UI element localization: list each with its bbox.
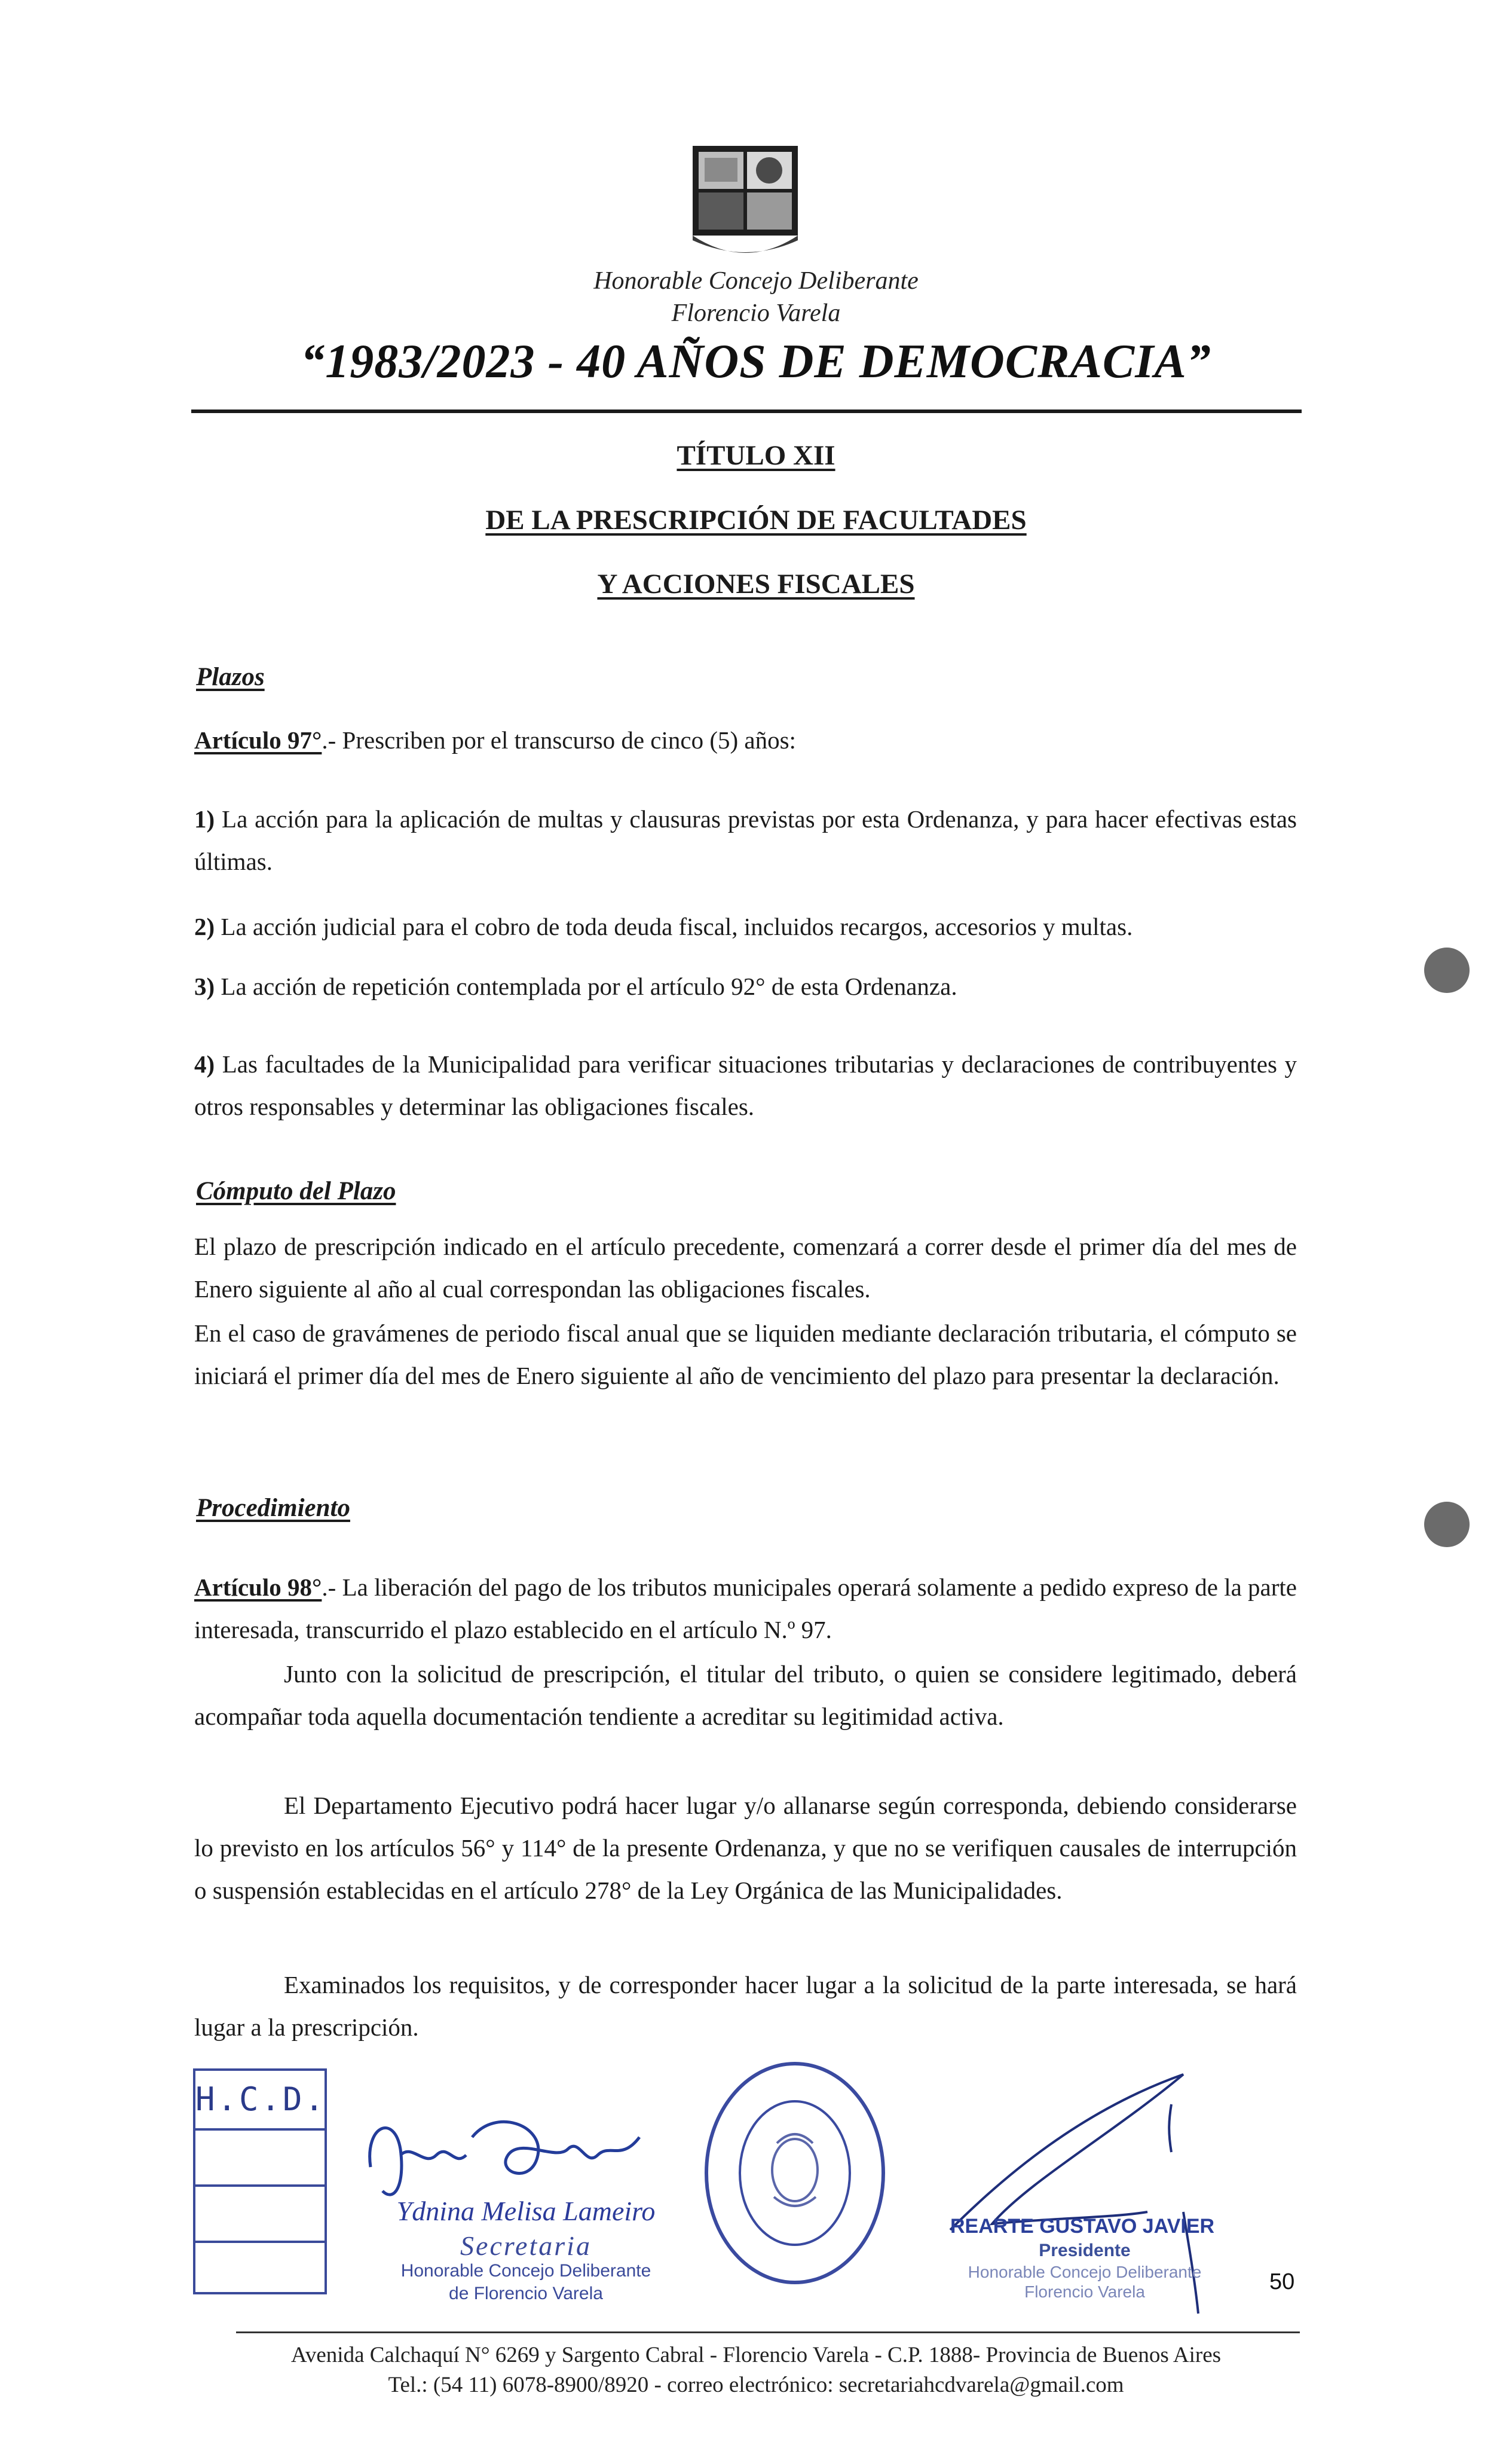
item-number: 1): [194, 805, 215, 833]
stamp-cell: [195, 2187, 325, 2243]
computo-paragraph-2: En el caso de gravámenes de periodo fiscal anual que se liquiden mediante declaración tributaria, el cómputo se iniciará el primer día del mes de Enero siguiente al año de vencimiento del plazo para presentar la declaración.: [194, 1319, 1297, 1389]
article-97-text: .- Prescriben por el transcurso de cinco (5) años:: [322, 726, 796, 754]
item-text: La acción de repetición contemplada por el artículo 92° de esta Ordenanza.: [215, 973, 957, 1000]
article-98-paragraph-2: Junto con la solicitud de prescripción, el titular del tributo, o quien se considere legitimado, deberá acompañar toda aquella documentación tendiente a acreditar su legitimidad activa.: [194, 1660, 1297, 1730]
secretary-institution-line-2: de Florencio Varela: [449, 2284, 603, 2303]
page-number: 50: [1269, 2269, 1295, 2294]
president-institution-line-2: Florencio Varela: [1024, 2282, 1145, 2301]
section-heading-procedimiento: Procedimiento: [196, 1494, 350, 1522]
header-rule: [191, 410, 1302, 413]
secretary-role: Secretaria: [460, 2230, 592, 2261]
footer-address: Avenida Calchaquí N° 6269 y Sargento Cabral - Florencio Varela - C.P. 1888- Provincia de Buenos Aires: [290, 2343, 1222, 2367]
hcd-stamp-box: [193, 2068, 327, 2294]
article-97-item-3: [194, 965, 1297, 1008]
punch-hole: [1424, 948, 1470, 993]
title-line-2: Y ACCIONES FISCALES: [597, 569, 915, 600]
president-name: REARTE GUSTAVO JAVIER: [950, 2215, 1215, 2238]
item-number: 4): [194, 1050, 215, 1078]
president-institution-line-1: Honorable Concejo Deliberante: [968, 2263, 1202, 2281]
institution-name: Honorable Concejo Deliberante: [593, 267, 919, 295]
article-98-text: .- La liberación del pago de los tributos municipales operará solamente a pedido expreso de la parte interesada, transcurrido el plazo establecido en el artículo N.º 97.: [194, 1573, 1297, 1643]
title-number: TÍTULO XII: [677, 440, 835, 471]
stamp-cell: [195, 2131, 325, 2187]
computo-paragraph-1: El plazo de prescripción indicado en el artículo precedente, comenzará a correr desde el primer día del mes de Enero siguiente al año al cual correspondan las obligaciones fiscales.: [194, 1233, 1297, 1303]
article-98-paragraph-3: El Departamento Ejecutivo podrá hacer lugar y/o allanarse según corresponda, debiendo considerarse lo previsto en los artículos 56° y 114° de la presente Ordenanza, y que no se verifiquen causales de interrupción o suspensión establecidas en el artículo 278° de la Ley Orgánica de las Municipalidades.: [194, 1792, 1297, 1904]
article-97-item-2: [194, 906, 1297, 948]
stamp-cell: [195, 2243, 325, 2297]
article-97-label: Artículo 97°: [194, 726, 322, 754]
punch-hole: [1424, 1502, 1470, 1547]
article-98-label: Artículo 98°: [194, 1573, 322, 1601]
item-text: Las facultades de la Municipalidad para verificar situaciones tributarias y declaraciones de contribuyentes y otros responsables y determinar las obligaciones fiscales.: [194, 1050, 1297, 1120]
item-text: La acción judicial para el cobro de toda deuda fiscal, incluidos recargos, accesorios y multas.: [215, 913, 1133, 940]
secretary-name: Ydnina Melisa Lameiro: [396, 2196, 656, 2226]
footer-contact: Tel.: (54 11) 6078-8900/8920 - correo electrónico: secretariahcdvarela@gmail.com: [388, 2373, 1124, 2397]
council-round-seal: [702, 2059, 887, 2287]
section-heading-computo: Cómputo del Plazo: [196, 1177, 396, 1205]
article-97-intro: [194, 719, 1297, 762]
footer-rule: [236, 2331, 1300, 2333]
city-name: Florencio Varela: [671, 300, 841, 327]
democracy-motto: “1983/2023 - 40 AÑOS DE DEMOCRACIA”: [301, 335, 1211, 388]
president-handwritten-signature: [932, 2068, 1219, 2320]
president-role: Presidente: [1039, 2241, 1131, 2260]
title-line-1: DE LA PRESCRIPCIÓN DE FACULTADES: [485, 505, 1027, 536]
article-97-item-4: [194, 1043, 1297, 1128]
secretary-institution-line-1: Honorable Concejo Deliberante: [400, 2261, 651, 2281]
item-number: 3): [194, 973, 215, 1000]
hcd-stamp-label: H.C.D.: [195, 2071, 325, 2131]
council-coat-of-arms-logo: [691, 145, 799, 264]
section-heading-plazos: Plazos: [196, 663, 265, 691]
article-97-item-1: [194, 798, 1297, 883]
article-98-paragraph-4: Examinados los requisitos, y de corresponder hacer lugar a la solicitud de la parte interesada, se hará lugar a la prescripción.: [194, 1971, 1297, 2041]
item-text: La acción para la aplicación de multas y clausuras previstas por esta Ordenanza, y para hacer efectivas estas últimas.: [194, 805, 1297, 875]
item-number: 2): [194, 913, 215, 940]
article-98-paragraph-1: [194, 1566, 1297, 1651]
